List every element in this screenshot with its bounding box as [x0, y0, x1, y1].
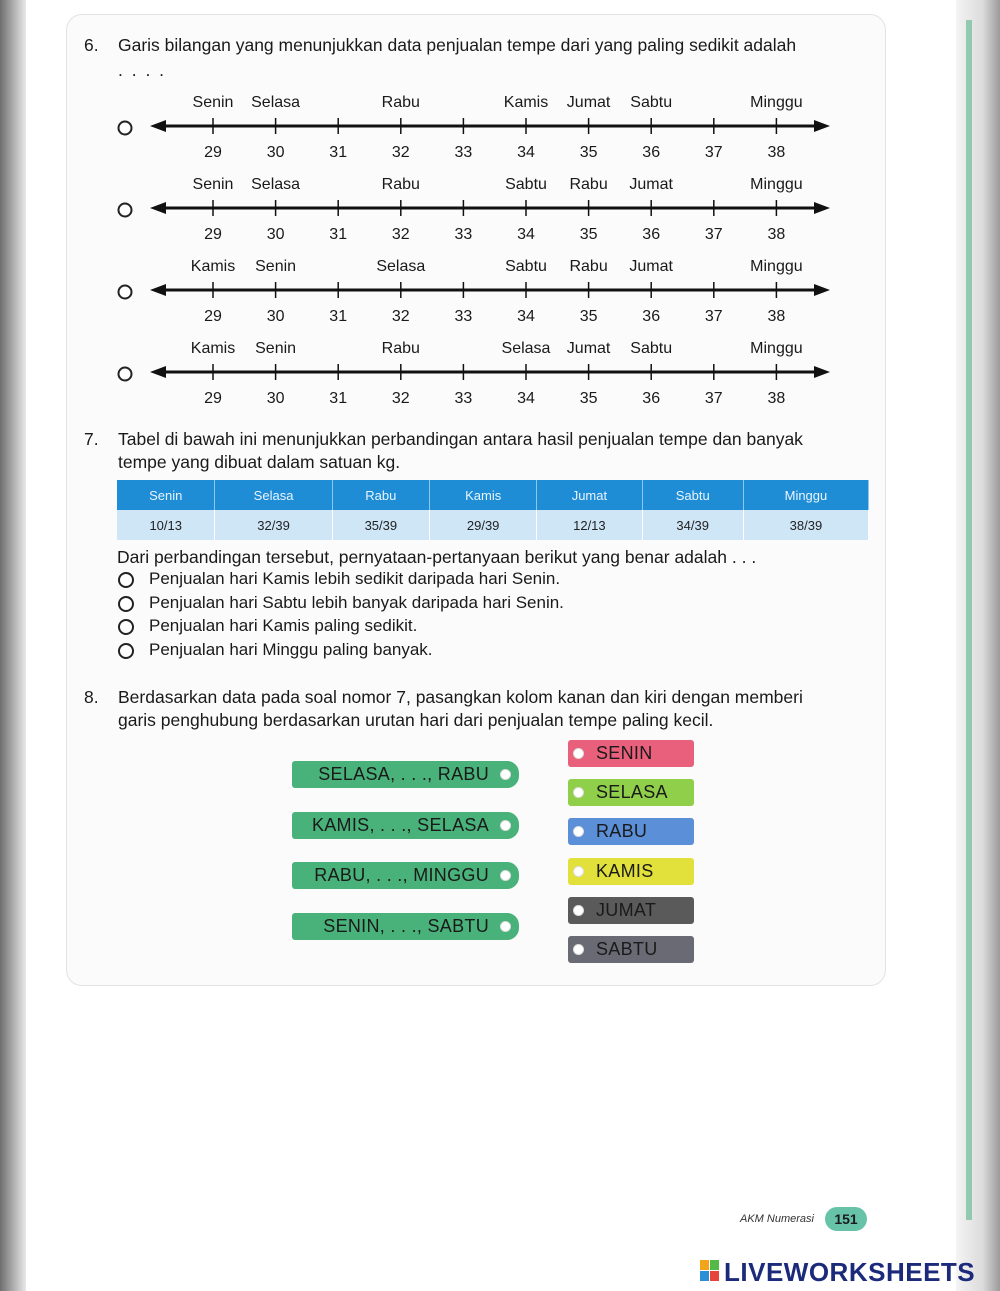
number-line-options — [0, 0, 1000, 420]
tick-label: 32 — [391, 390, 410, 407]
day-label: Rabu — [381, 176, 420, 193]
tick-label: 34 — [517, 308, 535, 325]
option-text: Penjualan hari Minggu paling banyak. — [149, 639, 433, 659]
option-radio[interactable] — [119, 122, 132, 135]
table-value-cell: 10/13 — [117, 510, 215, 540]
tick-label: 32 — [391, 226, 410, 243]
tick-label: 29 — [204, 226, 222, 243]
day-label: Selasa — [251, 94, 301, 111]
day-label: Jumat — [629, 258, 673, 275]
option-text: Penjualan hari Sabtu lebih banyak daripada hari Senin. — [149, 592, 564, 612]
prompt-text: Dari perbandingan tersebut, pernyataan-pertanyaan berikut yang benar adalah . . . — [117, 547, 757, 567]
tick-label: 29 — [204, 308, 222, 325]
match-left-label: SENIN, . . ., SABTU — [323, 915, 489, 936]
option-radio[interactable] — [118, 596, 134, 612]
table-value-cell: 34/39 — [642, 510, 743, 540]
table-header-cell: Sabtu — [642, 480, 743, 510]
table-value-cell: 29/39 — [430, 510, 537, 540]
match-right-item[interactable] — [568, 740, 694, 767]
tick-label: 30 — [266, 308, 285, 325]
liveworksheets-watermark: LIVEWORKSHEETS — [724, 1257, 976, 1287]
table-header-cell: Jumat — [537, 480, 642, 510]
question-text-line2: garis penghubung berdasarkan urutan hari dari penjualan tempe paling kecil. — [118, 710, 714, 730]
number-line-option-2 — [119, 176, 831, 243]
day-label: Minggu — [750, 94, 803, 111]
day-label: Sabtu — [505, 176, 547, 193]
tick-label: 32 — [391, 144, 410, 161]
match-right-label: SELASA — [596, 782, 668, 803]
question-number: 6. — [84, 35, 99, 55]
match-left-item[interactable] — [292, 862, 519, 889]
day-label: Jumat — [566, 94, 611, 111]
tick-label: 34 — [517, 226, 535, 243]
match-left-label: RABU, . . ., MINGGU — [314, 865, 489, 885]
liveworksheets-logo-icon — [700, 1260, 720, 1282]
day-label: Rabu — [569, 258, 608, 275]
match-right-label: SABTU — [596, 939, 658, 959]
tick-label: 38 — [767, 308, 786, 325]
day-label: Rabu — [381, 94, 420, 111]
day-label: Minggu — [750, 176, 803, 193]
day-label: Kamis — [190, 258, 236, 275]
table-value-cell: 35/39 — [332, 510, 429, 540]
day-label: Selasa — [251, 176, 301, 193]
table-header-cell: Rabu — [332, 480, 429, 510]
tick-label: 30 — [266, 226, 285, 243]
connector-dot[interactable] — [500, 870, 511, 881]
day-label: Sabtu — [505, 258, 547, 275]
tick-label: 33 — [454, 144, 473, 161]
day-label: Jumat — [629, 176, 673, 193]
day-label: Rabu — [381, 340, 420, 357]
day-label: Minggu — [750, 340, 803, 357]
arrow-right-icon — [814, 120, 830, 132]
connector-dot[interactable] — [573, 866, 584, 877]
question-text-line1: Berdasarkan data pada soal nomor 7, pasangkan kolom kanan dan kiri dengan memberi — [118, 687, 803, 707]
table-header-cell: Kamis — [430, 480, 537, 510]
table-value-cell: 32/39 — [215, 510, 332, 540]
match-right-label: KAMIS — [596, 860, 654, 881]
table-header-cell: Senin — [117, 480, 215, 510]
question-8 — [84, 686, 884, 736]
connector-dot[interactable] — [500, 820, 511, 831]
arrow-right-icon — [814, 366, 830, 378]
tick-label: 31 — [329, 226, 348, 243]
tick-label: 31 — [329, 390, 348, 407]
tick-label: 30 — [266, 390, 285, 407]
tick-label: 38 — [767, 144, 786, 161]
arrow-right-icon — [814, 284, 830, 296]
question-text: Garis bilangan yang menunjukkan data penjualan tempe dari yang paling sedikit adalah — [118, 35, 797, 55]
tick-label: 30 — [266, 144, 285, 161]
day-label: Senin — [255, 258, 297, 275]
connector-dot[interactable] — [500, 921, 511, 932]
match-left-item[interactable] — [292, 913, 519, 940]
tick-label: 31 — [329, 144, 348, 161]
option-radio[interactable] — [118, 572, 134, 588]
table-value-cell: 38/39 — [743, 510, 868, 540]
connector-dot[interactable] — [573, 748, 584, 759]
number-line-option-1 — [119, 94, 831, 161]
option-radio[interactable] — [119, 204, 132, 217]
option-text: Penjualan hari Kamis lebih sedikit daripada hari Senin. — [149, 569, 561, 588]
connector-dot[interactable] — [573, 944, 584, 955]
match-right-item[interactable] — [568, 779, 694, 806]
option-text: Penjualan hari Kamis paling sedikit. — [149, 616, 418, 635]
connector-dot[interactable] — [573, 826, 584, 837]
book-title: AKM Numerasi — [740, 1213, 814, 1225]
tick-label: 37 — [704, 390, 723, 407]
match-left-label: SELASA, . . ., RABU — [318, 764, 489, 784]
option-radio[interactable] — [119, 368, 132, 381]
match-left-item[interactable] — [292, 812, 519, 839]
day-label: Senin — [192, 176, 234, 193]
match-right-item[interactable] — [568, 897, 694, 924]
page-number: 151 — [825, 1207, 867, 1231]
tick-label: 37 — [704, 308, 723, 325]
question-7-prompt — [117, 546, 877, 569]
day-label: Selasa — [376, 258, 426, 275]
question-text-line1: Tabel di bawah ini menunjukkan perbandingan antara hasil penjualan tempe dan banyak — [118, 429, 803, 449]
option-radio[interactable] — [118, 643, 134, 659]
tick-label: 37 — [704, 144, 723, 161]
tick-label: 35 — [579, 226, 598, 243]
tick-label: 37 — [704, 226, 723, 243]
question-number: 8. — [84, 687, 99, 707]
table-value-cell: 12/13 — [537, 510, 642, 540]
question-ellipsis: . . . . — [118, 60, 167, 80]
tick-label: 29 — [204, 390, 222, 407]
day-label: Sabtu — [630, 94, 673, 111]
tick-label: 38 — [767, 226, 786, 243]
connector-dot[interactable] — [573, 905, 584, 916]
ratio-table — [117, 480, 869, 540]
day-label: Kamis — [190, 340, 236, 357]
option-radio[interactable] — [118, 619, 134, 635]
tick-label: 38 — [767, 390, 786, 407]
tick-label: 35 — [579, 144, 598, 161]
tick-label: 33 — [454, 226, 473, 243]
question-number: 7. — [84, 429, 99, 449]
tick-label: 33 — [454, 308, 473, 325]
option-radio[interactable] — [119, 286, 132, 299]
number-line-option-3 — [119, 258, 831, 325]
match-left-label: KAMIS, . . ., SELASA — [311, 814, 489, 835]
match-right-label: SENIN — [596, 743, 653, 763]
arrow-left-icon — [150, 120, 166, 132]
day-label: Sabtu — [630, 340, 673, 357]
match-right-label: RABU — [596, 821, 648, 842]
day-label: Senin — [192, 94, 234, 111]
tick-label: 33 — [454, 390, 473, 407]
tick-label: 36 — [642, 144, 661, 161]
match-right-item[interactable] — [568, 936, 694, 963]
tick-label: 35 — [579, 390, 598, 407]
tick-label: 31 — [329, 308, 348, 325]
tick-label: 34 — [517, 144, 535, 161]
match-right-label: JUMAT — [596, 899, 657, 920]
match-left-item[interactable] — [292, 761, 519, 788]
day-label: Kamis — [503, 94, 549, 111]
day-label: Rabu — [569, 176, 608, 193]
table-header-cell: Selasa — [215, 480, 332, 510]
connector-dot[interactable] — [500, 769, 511, 780]
tick-label: 36 — [642, 226, 661, 243]
tick-label: 36 — [642, 390, 661, 407]
match-right-item[interactable] — [568, 818, 694, 845]
match-right-item[interactable] — [568, 858, 694, 885]
day-label: Minggu — [750, 258, 803, 275]
arrow-right-icon — [814, 202, 830, 214]
tick-label: 34 — [517, 390, 535, 407]
connector-dot[interactable] — [573, 787, 584, 798]
number-line-option-4 — [119, 340, 831, 407]
arrow-left-icon — [150, 366, 166, 378]
table-header-cell: Minggu — [743, 480, 868, 510]
question-7 — [84, 428, 884, 478]
tick-label: 32 — [391, 308, 410, 325]
tick-label: 29 — [204, 144, 222, 161]
question-text-line2: tempe yang dibuat dalam satuan kg. — [118, 452, 401, 472]
day-label: Selasa — [501, 340, 551, 357]
arrow-left-icon — [150, 284, 166, 296]
day-label: Jumat — [566, 340, 611, 357]
day-label: Senin — [255, 340, 297, 357]
tick-label: 36 — [642, 308, 661, 325]
arrow-left-icon — [150, 202, 166, 214]
tick-label: 35 — [579, 308, 598, 325]
